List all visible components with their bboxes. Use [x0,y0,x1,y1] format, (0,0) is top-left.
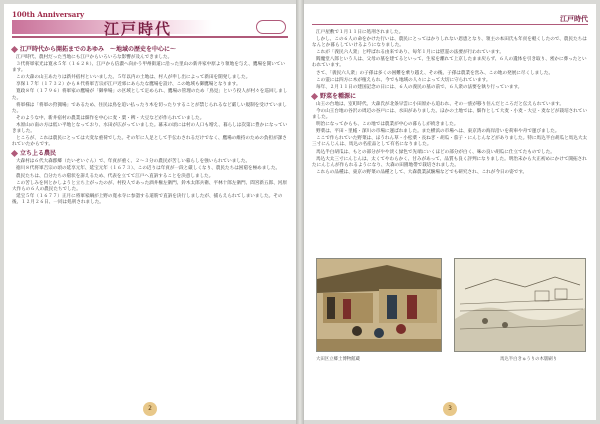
paragraph: 将軍様は「将軍の狩猟場」であるため、住民は鳥を追い払ったり木を切ったりすることが禁じられるなど厳しい規制を受けていました。 [12,102,287,114]
paragraph: これらの品種は、東京の野菜の品種として、大森農業試験場などでも研究され、これが今日の姿です。 [316,169,528,175]
paragraph: この大森の山王あたりは新井宿村といいました。５年以内の土地は、村人が申し出によって新田を開発しました。 [16,75,251,81]
running-header: 江戸時代 [560,15,588,23]
paragraph: そのような中、新井宿村の農業は畑作を中心に麦・粟・稗・大豆などが作られていました。 [16,115,205,121]
title-ornament [256,20,286,34]
paragraph: ところが、これは農民にとっては大変な重荷でした。その年に人足として手伝わされるだけでなく、鷹場の維持のための負担が課されていたからです。 [12,136,287,148]
section-heading-1: 江戸時代から開拓までのあゆみ 〜地域の歴史を中心に〜 [12,46,288,54]
image-caption-1: 大田区立郷土博物館蔵 [316,357,360,362]
market-scene-illustration [317,259,442,352]
paragraph: 明治になってからも、この地では農業が中心の暮らしが続きました。 [316,122,459,128]
paragraph: 閻魔堂八郎という人は、父母の墓を建てるといって、生家を離れて上京したまま戻らず、６人の遺体を引き取り、密かに葬ったといわれています。 [312,57,587,69]
anniversary-label: 100th Anniversary [12,10,85,19]
paragraph: 馬込大太三寸にんじんは、太くてやわらかく、甘みがあって、品質も良く評判になりました。明治末から大正初めにかけて開拓されたにんじんが作られるようになり、大森の田園地帯で栽培されました。 [312,156,587,168]
paragraph: 山王の台地は、室町時代、大森氏が北条早雲に小田原から追われ、その一族が移り住んだところだと伝えられています。 [316,101,564,107]
paragraph: 馬込半白胡瓜は、もとの部分がやや淡く緑色で先端にいくほどの部分が白く、味の良い胡瓜に仕立てたものでした。 [316,149,555,155]
paragraph: 寛政８年（１７９６）将軍家の鷹場が「御拳場」の区域として定められ、鷹場の管理のため「鳥見」という役人が村々を巡回しました。 [12,89,288,101]
paragraph: 毎年、２月１１日の建国記念の日には、６人の義民の墓の前で、６人衆の法要を執り行っています。 [316,84,523,90]
paragraph: 木原山の南の方は低い平地となっており、水田が広がっていました。幕末の頃には村の人口も増え、暮らしは次第に豊かになっていきました。 [12,122,288,135]
paragraph: これが「義民六人衆」と呼ばれる由来であり、毎年１月には慰霊の法要が行われています。 [316,50,504,56]
paragraph: 今の山王台地の谷沢の周辺の谷戸には、水田がありました。ほかの土地では、畑作として大麦・小麦・大豆・麦などが栽培されていました。 [312,108,588,121]
paragraph: さて、「義民六人衆」の子孫は多くの困難を乗り越え、その後、子孫は農業を営み、この地の発展に尽くしました。 [316,70,554,76]
paragraph: 享保１７年（１７３２）から８代将軍吉宗が江戸近郊にあらたな鷹場を設け、この地域も御鷹場となります。 [16,82,241,88]
paragraph: 野菜は、平田・里帳・深川の市場に運ばれました。また横浜の市場へは、東京湾の海岸沿いを荷車や舟で運びました。 [316,129,560,135]
image-caption-2: 馬込半白きゅうりの木版刷り [500,357,558,362]
page-number: 2 [143,402,157,416]
left-body [12,44,288,207]
page-number: 3 [443,402,457,416]
page-title: 江戸時代 [104,20,173,38]
paragraph: 江戸時代、農村だった当地にも江戸からいろいろな影響が及んできました。 [16,55,173,60]
paragraph: ここで作られていた野菜は、ほうれん草・小松菜・長ねぎ・胡瓜・茄子・にんじんなどがありました。特に馬込半白胡瓜と馬込大太三寸にんじんは、馬込の名産品として有名になりました。 [312,136,588,148]
landscape-engraving-illustration [455,259,586,352]
woodblock-print-image [316,258,442,352]
paragraph: この苦しみを何とかしようと立ち上がったのが、村役人であった酒井権左衛門、鈴木太郎兵衛、平林十郎左衛門、間宮新五郎、河原大作らの６人の農民たちでした。 [12,180,287,192]
header-rule [312,24,588,25]
left-page [4,4,296,420]
book-spine [296,0,304,424]
paragraph: この霊には四方に木が植えられ、今でも地域の人々によって大切に守られています。 [316,77,491,83]
title-bar [12,18,288,38]
paragraph: 大森村は６代大森郡郷（たいせいぐん）で、年貢が重く、２〜３分の農民が苦しい暮らしを強いられていました。 [16,159,251,165]
right-page [304,4,596,420]
right-body-top [312,30,588,177]
paragraph: 徳川８代将軍吉宗の頃の延享元年、延宝元年（１６７３）、この辺りは年貢が一段と厳しくなり、農民たちは困窮を極めました。 [16,166,281,172]
section-heading-2: 立ち上る農民 [12,150,288,158]
paragraph: 延宝５年（１６７７）正月に将軍家綱が上野の寛永寺に参詣する道筋で直訴を決行しましたが、捕らえられてしまいました。その後、１２月２６日、一同は処刑されました。 [12,193,283,205]
engraving-image [454,258,586,352]
paragraph: 江戸屋敷で１月１１日に処刑されました。 [316,30,404,35]
section-heading-3: 野菜を種源に [312,93,588,101]
paragraph: しかし、この６人の命をかけた行いは、農民にとってはかりしれない恩恵となり、領主の本田氏も年貢を軽くしたので、農民たちはなんとか暮らしていけるようになりました。 [312,37,587,49]
paragraph: ３代将軍家光は寛永５年（１６２８）、江戸から信濃へ向かう甲州街道に沿った里山の新井家中原より領地を与え、鷹場を開いています。 [12,62,286,74]
paragraph: 農民たちは、自分たちの窮状を訴えるため、代表を立てて江戸へ直訴することを決意しました。 [16,173,214,179]
